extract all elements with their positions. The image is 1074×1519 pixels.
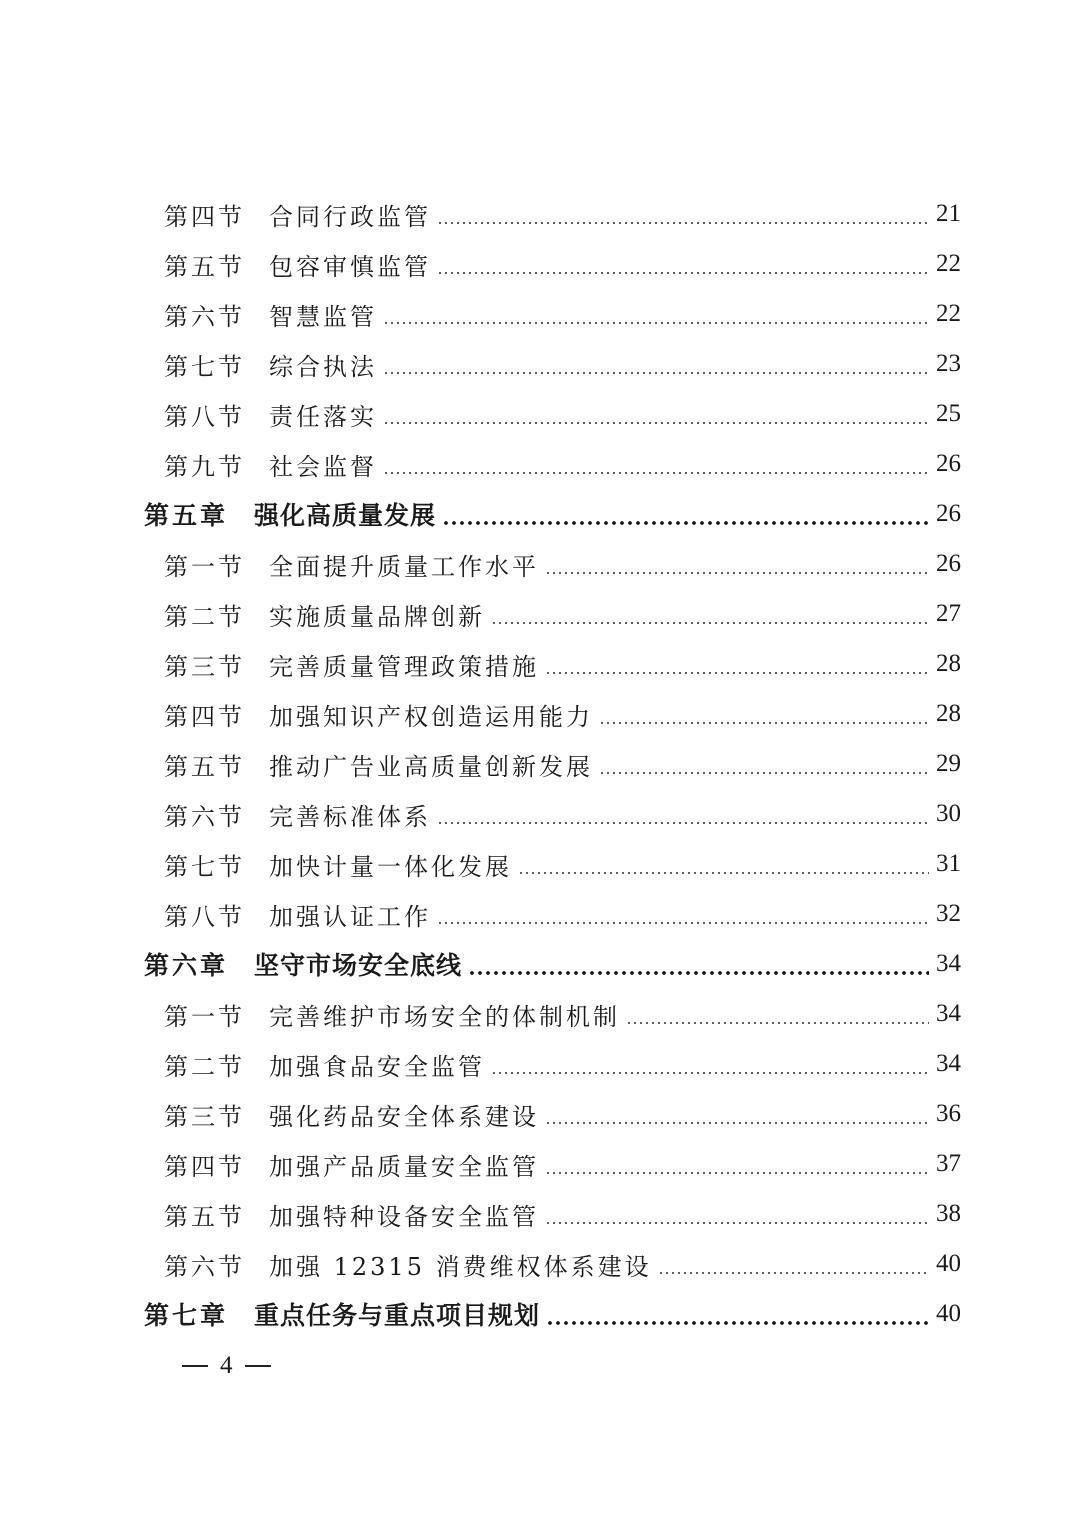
toc-entry-page: 37 <box>936 1150 961 1177</box>
toc-entry-number: 第七章 <box>144 1301 229 1330</box>
dot-leader <box>491 1072 929 1074</box>
toc-entry-page: 34 <box>936 1050 961 1077</box>
toc-entry-page: 31 <box>936 850 961 877</box>
toc-entry-page: 22 <box>936 250 961 277</box>
toc-entry-page: 29 <box>936 750 961 777</box>
toc-entry-title: 全面提升质量工作水平 <box>269 552 539 581</box>
footer-dash-right <box>245 1365 271 1367</box>
toc-entry-page: 23 <box>936 350 961 377</box>
toc-entry-number: 第九节 <box>164 452 245 481</box>
toc-section-entry <box>0 1089 1074 1139</box>
dot-leader <box>545 572 929 574</box>
toc-entry-title: 完善质量管理政策措施 <box>269 652 539 681</box>
toc-entry-title: 实施质量品牌创新 <box>269 602 485 631</box>
toc-entry-number: 第五章 <box>144 501 229 530</box>
dot-leader <box>545 1222 929 1224</box>
toc-entry-number: 第六节 <box>164 1252 245 1281</box>
toc-entry-page: 36 <box>936 1100 961 1127</box>
toc-chapter-entry <box>0 939 1074 989</box>
dot-leader <box>545 1122 929 1124</box>
toc-section-entry <box>0 889 1074 939</box>
dot-leader <box>437 222 929 224</box>
dot-leader <box>437 822 929 824</box>
toc-entry-number: 第二节 <box>164 602 245 631</box>
toc-entry-page: 28 <box>936 650 961 677</box>
dot-leader <box>437 272 929 274</box>
toc-entry-page: 40 <box>936 1250 961 1277</box>
toc-entry-number: 第一节 <box>164 1002 245 1031</box>
toc-section-entry <box>0 789 1074 839</box>
toc-entry-page: 40 <box>936 1300 961 1327</box>
toc-entry-title: 加强 12315 消费维权体系建设 <box>269 1252 652 1281</box>
toc-entry-page: 26 <box>936 450 961 477</box>
toc-section-entry <box>0 1189 1074 1239</box>
toc-entry-number: 第六章 <box>144 951 229 980</box>
page-number: 4 <box>220 1352 233 1379</box>
dot-leader <box>658 1272 929 1274</box>
toc-entry-page: 26 <box>936 550 961 577</box>
toc-entry-title: 推动广告业高质量创新发展 <box>269 752 593 781</box>
toc-entry-number: 第四节 <box>164 1152 245 1181</box>
toc-entry-title: 强化高质量发展 <box>254 501 437 530</box>
toc-entry-number: 第四节 <box>164 202 245 231</box>
toc-entry-page: 21 <box>936 200 961 227</box>
toc-section-entry <box>0 689 1074 739</box>
footer-dash-left <box>182 1365 208 1367</box>
dot-leader <box>383 322 929 324</box>
dot-leader <box>545 672 929 674</box>
toc-entry-number: 第四节 <box>164 702 245 731</box>
toc-entry-page: 38 <box>936 1200 961 1227</box>
dot-leader <box>383 372 929 374</box>
toc-entry-title: 完善维护市场安全的体制机制 <box>269 1002 620 1031</box>
toc-entry-page: 28 <box>936 700 961 727</box>
toc-entry-title: 重点任务与重点项目规划 <box>254 1301 541 1330</box>
toc-section-entry <box>0 189 1074 239</box>
toc-chapter-entry <box>0 489 1074 539</box>
toc-section-entry <box>0 389 1074 439</box>
toc-entry-number: 第三节 <box>164 652 245 681</box>
toc-section-entry <box>0 1139 1074 1189</box>
toc-entry-page: 22 <box>936 300 961 327</box>
dot-leader <box>491 622 929 624</box>
toc-entry-title: 合同行政监管 <box>269 202 431 231</box>
toc-entry-number: 第七节 <box>164 352 245 381</box>
toc-section-entry <box>0 1039 1074 1089</box>
toc-entry-page: 32 <box>936 900 961 927</box>
toc-entry-page: 26 <box>936 500 961 527</box>
toc-section-entry <box>0 739 1074 789</box>
toc-section-entry <box>0 1239 1074 1289</box>
toc-entry-page: 34 <box>936 1000 961 1027</box>
toc-entry-title: 强化药品安全体系建设 <box>269 1102 539 1131</box>
toc-section-entry <box>0 589 1074 639</box>
toc-entry-page: 27 <box>936 600 961 627</box>
toc-entry-number: 第六节 <box>164 802 245 831</box>
toc-entry-number: 第二节 <box>164 1052 245 1081</box>
toc-entry-number: 第八节 <box>164 402 245 431</box>
dot-leader <box>599 722 929 724</box>
toc-entry-title: 完善标准体系 <box>269 802 431 831</box>
dot-leader <box>626 1022 929 1024</box>
toc-entry-title: 加强食品安全监管 <box>269 1052 485 1081</box>
table-of-contents <box>0 189 1074 1339</box>
dot-leader <box>546 1321 929 1325</box>
toc-chapter-entry <box>0 1289 1074 1339</box>
toc-entry-title: 加强产品质量安全监管 <box>269 1152 539 1181</box>
dot-leader <box>442 521 929 525</box>
toc-entry-page: 25 <box>936 400 961 427</box>
toc-entry-title: 加强知识产权创造运用能力 <box>269 702 593 731</box>
toc-entry-title: 包容审慎监管 <box>269 252 431 281</box>
toc-section-entry <box>0 539 1074 589</box>
toc-section-entry <box>0 239 1074 289</box>
toc-entry-page: 30 <box>936 800 961 827</box>
toc-entry-title: 加强认证工作 <box>269 902 431 931</box>
toc-entry-number: 第五节 <box>164 1202 245 1231</box>
toc-section-entry <box>0 839 1074 889</box>
dot-leader <box>468 971 929 975</box>
toc-entry-title: 社会监督 <box>269 452 377 481</box>
dot-leader <box>599 772 929 774</box>
toc-entry-number: 第五节 <box>164 252 245 281</box>
toc-section-entry <box>0 289 1074 339</box>
toc-entry-title: 加强特种设备安全监管 <box>269 1202 539 1231</box>
page-footer <box>182 1352 271 1380</box>
dot-leader <box>383 472 929 474</box>
toc-entry-title: 坚守市场安全底线 <box>254 951 463 980</box>
dot-leader <box>545 1172 929 1174</box>
toc-entry-number: 第五节 <box>164 752 245 781</box>
toc-section-entry <box>0 989 1074 1039</box>
dot-leader <box>518 872 929 874</box>
toc-entry-title: 综合执法 <box>269 352 377 381</box>
toc-entry-number: 第七节 <box>164 852 245 881</box>
dot-leader <box>383 422 929 424</box>
toc-entry-number: 第六节 <box>164 302 245 331</box>
toc-entry-number: 第八节 <box>164 902 245 931</box>
toc-section-entry <box>0 639 1074 689</box>
dot-leader <box>437 922 929 924</box>
toc-entry-page: 34 <box>936 950 961 977</box>
toc-section-entry <box>0 439 1074 489</box>
toc-entry-title: 智慧监管 <box>269 302 377 331</box>
toc-section-entry <box>0 339 1074 389</box>
toc-entry-title: 加快计量一体化发展 <box>269 852 512 881</box>
toc-entry-number: 第一节 <box>164 552 245 581</box>
toc-entry-title: 责任落实 <box>269 402 377 431</box>
toc-entry-number: 第三节 <box>164 1102 245 1131</box>
